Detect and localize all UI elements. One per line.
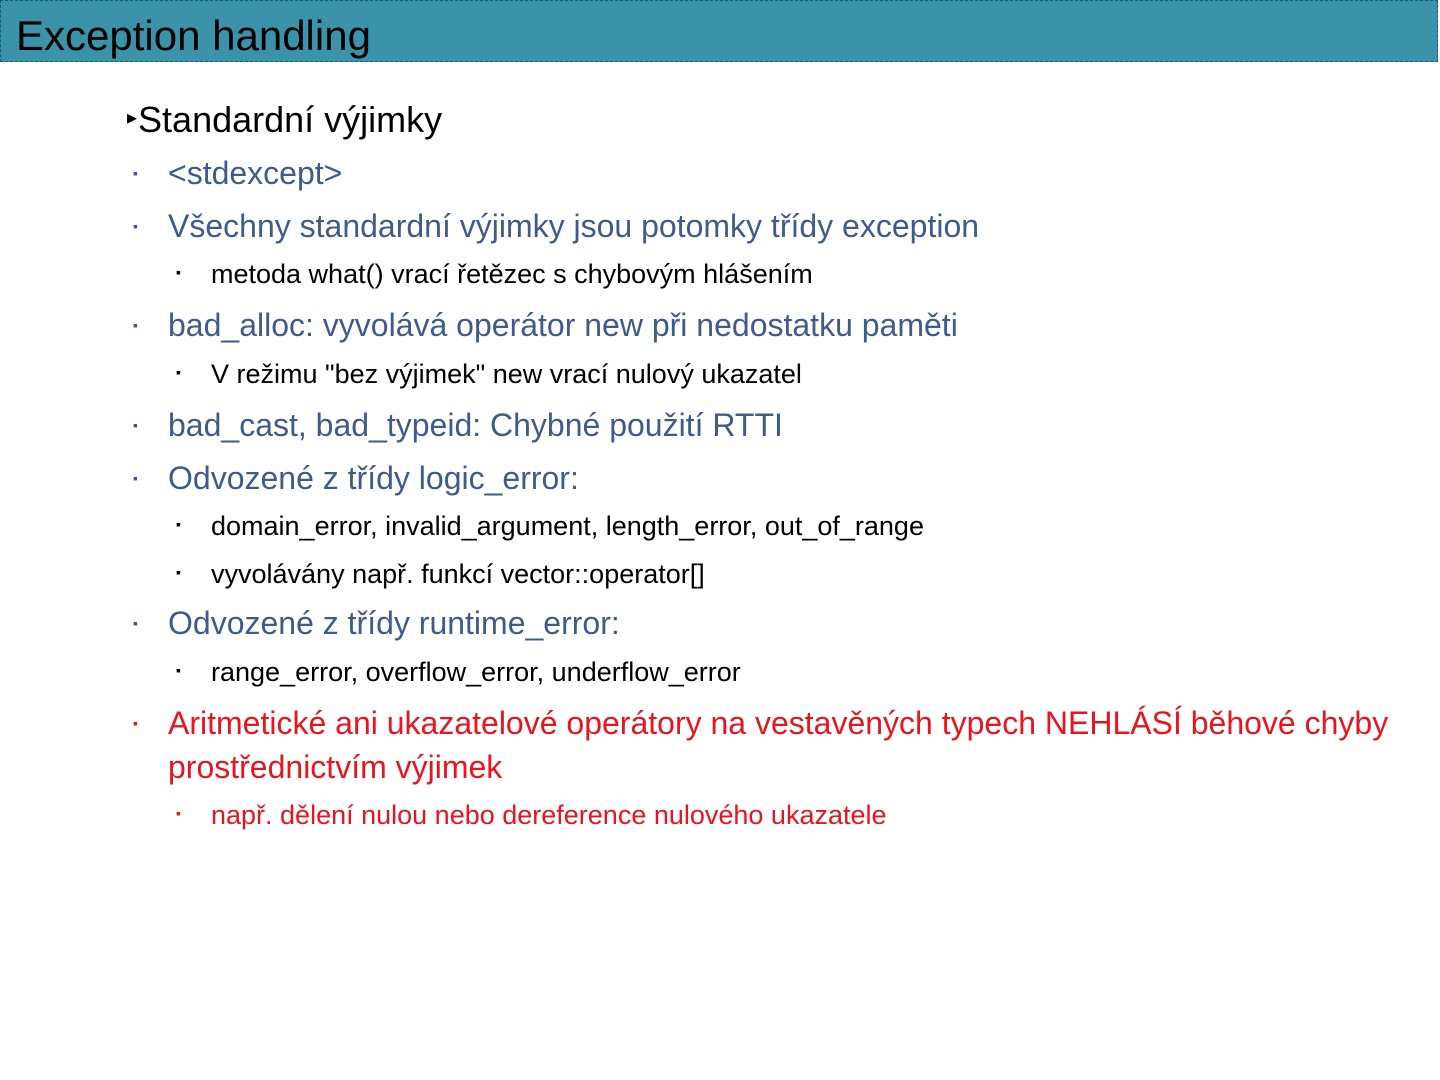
list-item-text: bad_cast, bad_typeid: Chybné použití RTTI <box>168 407 783 443</box>
list-item-text: Odvozené z třídy logic_error: <box>168 460 579 496</box>
title-bar <box>0 0 1438 62</box>
square-bullet-icon: ▪ <box>133 218 138 234</box>
square-bullet-icon: ▪ <box>176 805 181 821</box>
list-subitem-text: V režimu "bez výjimek" new vrací nulový ukazatel <box>211 359 802 389</box>
square-bullet-icon: ▪ <box>133 715 138 731</box>
square-bullet-icon: ▪ <box>176 364 181 380</box>
list-subitem-text: vyvolávány např. funkcí vector::operator[] <box>211 559 705 589</box>
warning-list-subitem-text: např. dělení nulou nebo dereference nulového ukazatele <box>211 800 887 830</box>
square-bullet-icon: ▪ <box>176 564 181 580</box>
warning-list-item-text: Aritmetické ani ukazatelové operátory na vestavěných typech NEHLÁSÍ běhové chyby prostřednictvím výjimek <box>168 705 1389 785</box>
list-item-text: Všechny standardní výjimky jsou potomky třídy exception <box>168 208 980 244</box>
square-bullet-icon: ▪ <box>133 317 138 333</box>
slide-title: Exception handling <box>16 12 371 59</box>
list-item-text: Odvozené z třídy runtime_error: <box>168 605 620 641</box>
square-bullet-icon: ▪ <box>176 662 181 678</box>
square-bullet-icon: ▪ <box>133 470 138 486</box>
list-subitem-text: metoda what() vrací řetězec s chybovým hlášením <box>211 259 813 289</box>
section-heading-text: Standardní výjimky <box>138 99 443 140</box>
triangle-bullet-icon: ▸ <box>127 107 138 129</box>
list-subitem-text: range_error, overflow_error, underflow_error <box>211 657 741 687</box>
section-heading <box>127 96 442 142</box>
square-bullet-icon: ▪ <box>133 165 138 181</box>
list-item-text: <stdexcept> <box>168 155 343 191</box>
square-bullet-icon: ▪ <box>176 516 181 532</box>
square-bullet-icon: ▪ <box>133 417 138 433</box>
list-item-text: bad_alloc: vyvolává operátor new při nedostatku paměti <box>168 307 958 343</box>
square-bullet-icon: ▪ <box>133 615 138 631</box>
square-bullet-icon: ▪ <box>176 264 181 280</box>
list-subitem-text: domain_error, invalid_argument, length_error, out_of_range <box>211 511 924 541</box>
